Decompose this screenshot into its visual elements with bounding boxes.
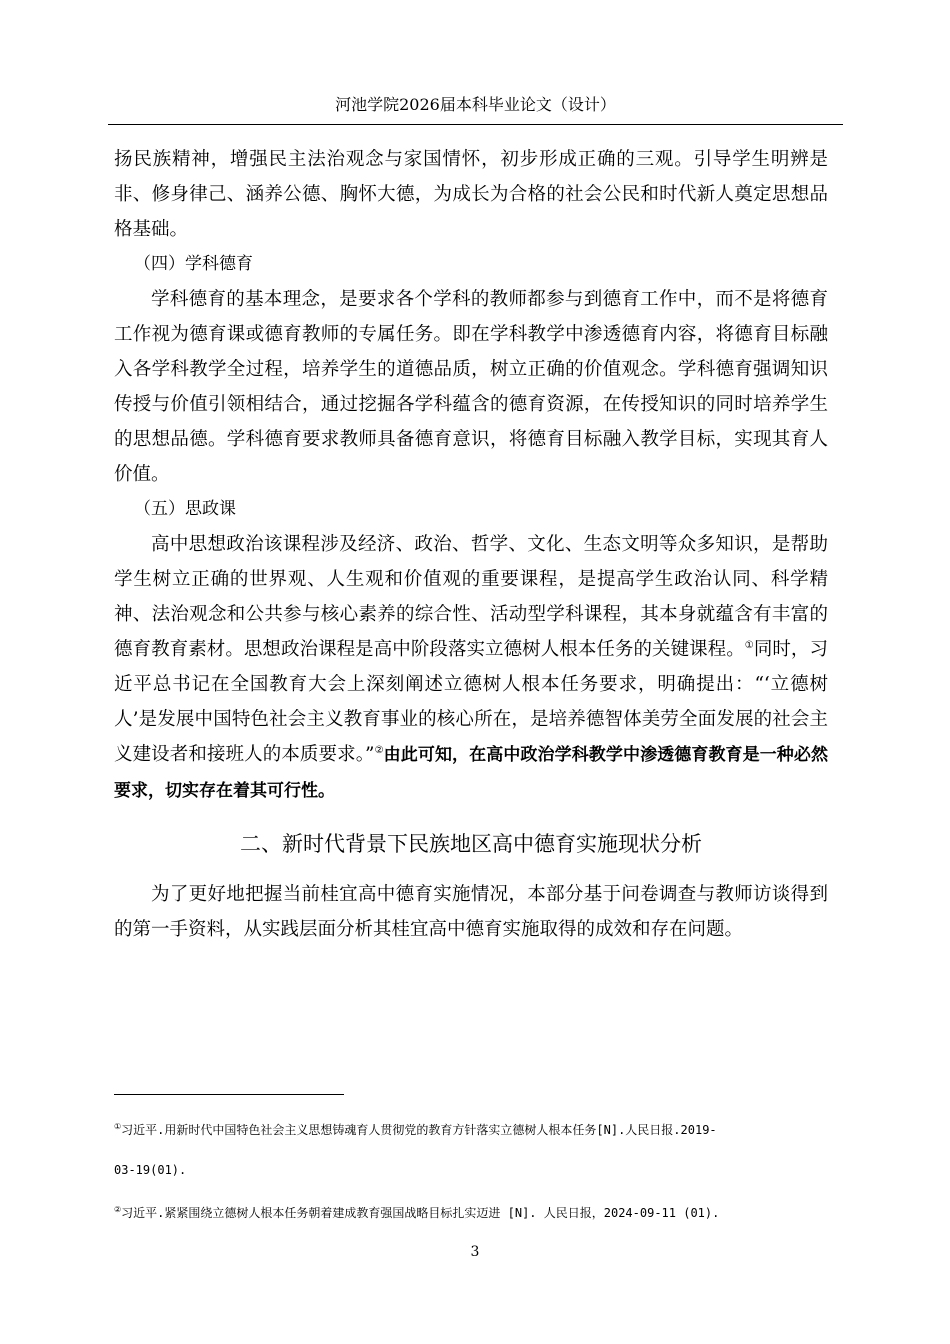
footnote-separator xyxy=(114,1094,344,1095)
paragraph-ideological-course xyxy=(114,527,828,809)
paragraph-text-b: 同时，习近平总书记在全国教育大会上深刻阐述立德树人根本任务要求，明确提出：“‘立德树人’是发展中国特色社会主义教育事业的核心所在，是培养德智体美劳全面发展的社会主义建设者和接班人的本质要求。” xyxy=(114,639,828,765)
subheading-ideological-course: （五）思政课 xyxy=(134,499,236,519)
paragraph-text-c-emphasis: 由此可知，在高中政治学科教学中渗透德育教育是一种必然要求，切实存在着其可行性。 xyxy=(114,745,828,801)
paragraph-section-intro: 为了更好地把握当前桂宜高中德育实施情况，本部分基于问卷调查与教师访谈得到的第一手资料，从实践层面分析其桂宜高中德育实施取得的成效和存在问题。 xyxy=(114,884,828,940)
paragraph-subject-moral-education: 学科德育的基本理念，是要求各个学科的教师都参与到德育工作中，而不是将德育工作视为德育课或德育教师的专属任务。即在学科教学中渗透德育内容，将德育目标融入各学科教学全过程，培养学生的道德品质，树立正确的价值观念。学科德育强调知识传授与价值引领相结合，通过挖掘各学科蕴含的德育资源，在传授知识的同时培养学生的思想品德。学科德育要求教师具备德育意识，将德育目标融入教学目标，实现其育人价值。 xyxy=(114,289,828,485)
page-header: 河池学院2026届本科毕业论文（设计） xyxy=(335,95,616,114)
header-rule xyxy=(108,124,843,125)
section-title: 二、新时代背景下民族地区高中德育实施现状分析 xyxy=(240,832,702,856)
paragraph-text-a: 高中思想政治该课程涉及经济、政治、哲学、文化、生态文明等众多知识，是帮助学生树立正确的世界观、人生观和价值观的重要课程，是提高学生政治认同、科学精神、法治观念和公共参与核心素养的综合性、活动型学科课程，其本身就蕴含有丰富的德育教育素材。思想政治课程是高中阶段落实立德树人根本任务的关键课程。 xyxy=(114,534,828,660)
footnote-ref-1[interactable]: ① xyxy=(744,639,754,651)
footnote-mark-2: ② xyxy=(114,1205,122,1214)
footnote-1-line2: 03-19(01). xyxy=(114,1163,187,1177)
footnote-mark-1: ① xyxy=(114,1122,122,1131)
footnote-2 xyxy=(114,1200,828,1223)
subheading-subject-moral-education: （四）学科德育 xyxy=(134,254,253,274)
footnote-1 xyxy=(114,1117,828,1180)
footnote-1-line1: 习近平.用新时代中国特色社会主义思想铸魂育人贯彻党的教育方针落实立德树人根本任务[N].人民日报.2019- xyxy=(121,1123,717,1137)
page-number: 3 xyxy=(470,1244,480,1260)
footnote-ref-2[interactable]: ② xyxy=(374,744,384,756)
body-text xyxy=(114,142,828,947)
footnote-2-text: 习近平.紧紧围绕立德树人根本任务朝着建成教育强国战略目标扎实迈进 [N]. 人民日报，2024-09-11 (01). xyxy=(121,1206,720,1220)
paragraph-continued: 扬民族精神，增强民主法治观念与家国情怀，初步形成正确的三观。引导学生明辨是非、修身律己、涵养公德、胸怀大德，为成长为合格的社会公民和时代新人奠定思想品格基础。 xyxy=(114,149,828,240)
footnotes xyxy=(114,1117,828,1243)
